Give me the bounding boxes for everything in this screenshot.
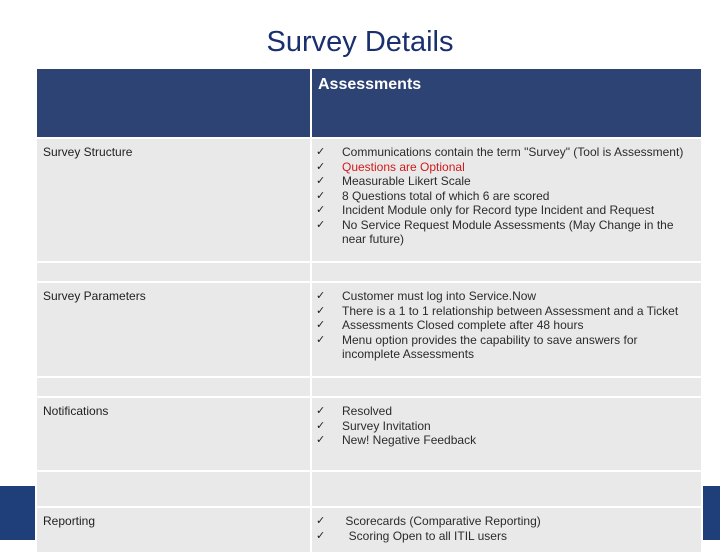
row-label-cell [36,138,311,262]
row-content-cell [311,282,702,377]
checkmark-icon: ✓ [316,433,326,446]
list-item-highlighted: ✓ Questions are Optional [316,159,465,174]
list-item: ✓ Survey Invitation [316,418,431,433]
list-item: ✓ No Service Request Module Assessments (May Change in the near future) [316,217,674,246]
checkmark-icon: ✓ [316,418,326,432]
checkmark-icon: ✓ [316,289,326,302]
spacer-row [36,471,702,507]
list-item: ✓ Assessments Closed complete after 48 hours [316,318,584,332]
list-item: ✓ Incident Module only for Record type Incident and Request [316,203,655,217]
list-item: ✓ Scorecards (Comparative Reporting) [316,514,541,528]
checkmark-icon: ✓ [316,174,326,187]
row-label-survey-structure: Survey Structure [43,145,133,159]
list-item: ✓ Scoring Open to all ITIL users [316,528,507,543]
checkmark-icon: ✓ [316,188,326,202]
checkmark-icon: ✓ [316,159,326,173]
header-cell [311,68,702,138]
row-label-reporting: Reporting [43,514,96,528]
row-label-cell [36,397,311,471]
list-item: ✓ There is a 1 to 1 relationship between Assessment and a Ticket [316,303,679,318]
row-label-cell [36,507,311,553]
checkmark-icon: ✓ [316,332,326,346]
checkmark-icon: ✓ [316,145,326,158]
table-row [36,507,702,553]
checkmark-icon: ✓ [316,514,326,527]
list-item: ✓ Menu option provides the capability to save answers for incomplete Assessments [316,332,638,361]
row-content-cell [311,397,702,471]
list-item: ✓ Resolved [316,404,393,418]
table-row [36,397,702,471]
list-item: ✓ Communications contain the term "Survey" (Tool is Assessment) [316,145,684,159]
list-item: ✓ Measurable Likert Scale [316,174,471,188]
checkmark-icon: ✓ [316,303,326,317]
bullet-list [312,508,701,549]
checkmark-icon: ✓ [316,203,326,216]
list-item: ✓ 8 Questions total of which 6 are scored [316,188,550,203]
checkmark-icon: ✓ [316,404,326,417]
bullet-list [312,283,701,368]
table-row [36,138,702,262]
assessments-heading: Assessments [318,76,422,93]
row-content-cell [311,507,702,553]
row-content-cell [311,138,702,262]
list-item: ✓ New! Negative Feedback [316,433,477,447]
checkmark-icon: ✓ [316,217,326,231]
list-item: ✓ Customer must log into Service.Now [316,289,537,303]
table-row [36,282,702,377]
row-label-survey-parameters: Survey Parameters [43,289,146,303]
checkmark-icon: ✓ [316,318,326,331]
bullet-list [312,398,701,454]
row-label-notifications: Notifications [43,404,109,418]
page-title: Survey Details [266,26,454,58]
checkmark-icon: ✓ [316,528,326,542]
spacer-row [36,262,702,282]
table-header-row [36,68,702,138]
row-label-cell [36,282,311,377]
survey-details-table [35,67,703,554]
spacer-row [36,377,702,397]
bullet-list [312,139,701,253]
header-empty-cell [36,68,311,138]
